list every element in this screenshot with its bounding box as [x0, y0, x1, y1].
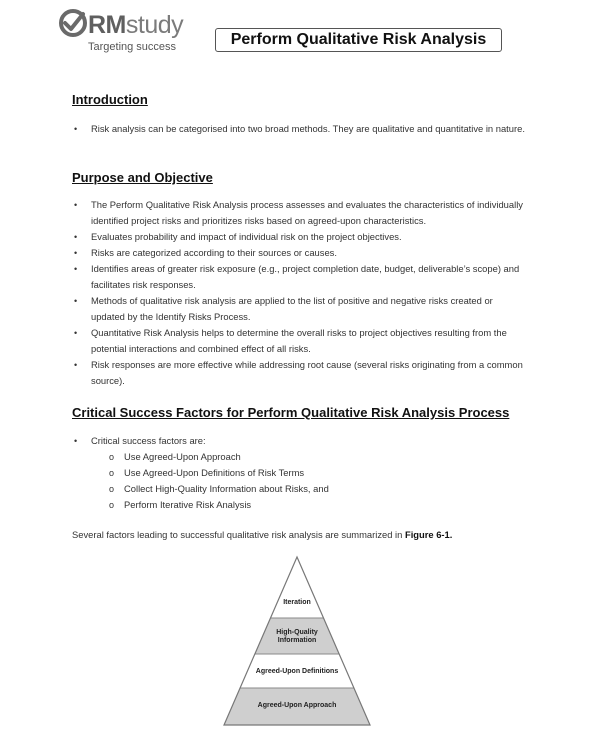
pyramid-level-iteration	[222, 555, 372, 618]
list-item-text: Identifies areas of greater risk exposure (e.g., project completion date, budget, deliverable’s scope) and facilitates risk responses.	[91, 263, 520, 290]
csf-sublist	[72, 449, 527, 513]
list-item-text: The Perform Qualitative Risk Analysis process assesses and evaluates the characteristics of individually identified project risks and prioritizes risks based on agreed-upon characteristics.	[91, 199, 523, 226]
list-item	[72, 433, 527, 513]
list-item	[72, 261, 527, 293]
sublist-item	[72, 481, 527, 497]
pyramid-label-approach: Agreed-Upon Approach	[257, 702, 337, 709]
pyramid-figure	[222, 555, 372, 727]
list-item	[72, 293, 527, 325]
figure-reference: Figure 6-1.	[404, 529, 453, 540]
bullet-icon: •	[74, 436, 78, 446]
sublist-item-text: Use Agreed-Upon Definitions of Risk Terms	[124, 467, 305, 478]
list-item	[72, 357, 527, 389]
bullet-icon: •	[74, 124, 78, 134]
circle-bullet-icon: o	[109, 484, 115, 494]
pyramid-label-iteration: Iteration	[283, 599, 311, 606]
list-item-text: Critical success factors are:	[91, 435, 206, 446]
list-item-text: Risk analysis can be categorised into two broad methods. They are qualitative and quantitative in nature.	[91, 123, 525, 134]
bullet-icon: •	[74, 200, 78, 210]
list-item-text: Methods of qualitative risk analysis are applied to the list of positive and negative risks created or updated by the Identify Risks Process.	[91, 295, 493, 322]
sublist-item-text: Collect High-Quality Information about Risks, and	[124, 483, 329, 494]
introduction-list	[72, 121, 532, 137]
bullet-icon: •	[74, 360, 78, 370]
pyramid-label-information: Information	[277, 637, 317, 644]
list-item-text: Risk responses are more effective while addressing root cause (several risks originating from a common source).	[91, 359, 523, 386]
summary-paragraph	[72, 528, 452, 542]
list-item	[72, 121, 532, 137]
sublist-item-text: Use Agreed-Upon Approach	[124, 451, 241, 462]
rmstudy-logo-icon	[58, 8, 88, 38]
bullet-icon: •	[74, 232, 78, 242]
summary-text: Several factors leading to successful qualitative risk analysis are summarized in	[72, 529, 405, 540]
list-item-text: Evaluates probability and impact of individual risk on the project objectives.	[91, 231, 402, 242]
list-item-text: Risks are categorized according to their sources or causes.	[91, 247, 337, 258]
logo-bold: RM	[88, 11, 126, 39]
list-item-text: Quantitative Risk Analysis helps to determine the overall risks to project objectives resulting from the potential interactions and combined effect of all risks.	[91, 327, 507, 354]
circle-bullet-icon: o	[109, 468, 115, 478]
csf-heading: Critical Success Factors for Perform Qualitative Risk Analysis Process	[72, 405, 510, 420]
logo-wordmark	[88, 11, 183, 39]
logo	[58, 8, 198, 53]
logo-tagline: Targeting success	[88, 41, 177, 53]
sublist-item	[72, 497, 527, 513]
sublist-item	[72, 465, 527, 481]
introduction-heading: Introduction	[72, 92, 148, 107]
logo-light: study	[125, 11, 184, 39]
list-item	[72, 325, 527, 357]
bullet-icon: •	[74, 264, 78, 274]
list-item	[72, 229, 527, 245]
bullet-icon: •	[74, 248, 78, 258]
pyramid-label-definitions: Agreed-Upon Definitions	[255, 668, 339, 675]
pyramid-level-high-quality-information	[222, 618, 372, 654]
sublist-item-text: Perform Iterative Risk Analysis	[124, 499, 252, 510]
bullet-icon: •	[74, 296, 78, 306]
purpose-list	[72, 197, 527, 389]
bullet-icon: •	[74, 328, 78, 338]
pyramid-label-high-quality: High-Quality	[276, 629, 318, 636]
list-item	[72, 245, 527, 261]
circle-bullet-icon: o	[109, 452, 115, 462]
list-item	[72, 197, 527, 229]
purpose-heading: Purpose and Objective	[72, 170, 213, 185]
page-title: Perform Qualitative Risk Analysis	[215, 28, 502, 52]
circle-bullet-icon: o	[109, 500, 115, 510]
sublist-item	[72, 449, 527, 465]
csf-list	[72, 433, 527, 513]
